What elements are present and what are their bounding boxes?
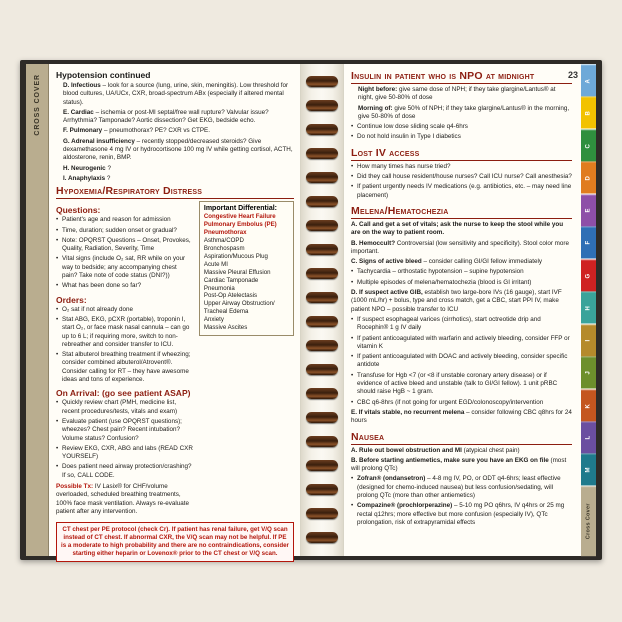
important-differential-box [199,201,294,336]
differential-item: Bronchospasm [203,244,245,252]
list-item: • Time, duration; sudden onset or gradual? [56,227,194,235]
list-item: • If patient urgently needs IV medications (e.g. antibiotics, etc. – may need line placement) [351,183,572,200]
list-item: • O₂ sat if not already done [56,306,194,314]
melena-text: establish two large-bore IVs (16 gauge), start IVF (1000 mL/hr) + bolus, type and cross match, get a CBC, start PPI IV, make patient NPO – possible transfer to ICU [351,289,562,313]
cause-item [56,138,294,163]
insulin-item [351,105,572,122]
index-tab-j[interactable]: J [581,356,596,388]
index-tab-c[interactable]: C [581,129,596,161]
binding-ring [306,196,338,207]
index-tab-strip[interactable] [581,64,596,556]
list-item: • Review EKG, CXR, ABG and labs (READ CXR YOURSELF) [56,445,194,462]
differential-item: Massive Pleural Effusion [203,268,271,276]
melena-label: B. Hemoccult? [351,239,396,247]
insulin-item [351,86,572,103]
index-tab-f[interactable]: F [581,226,596,258]
binding-ring [306,412,338,423]
list-item: • If patient anticoagulated with DOAC and actively bleeding, consider specific antidote [351,353,572,370]
differential-item: Acute MI [203,260,228,268]
binding-ring [306,220,338,231]
page-number: 23 [567,70,578,80]
differential-item: Pneumonia [203,284,235,292]
binding-ring [306,316,338,327]
cause-item [56,109,294,126]
differential-item: Tracheal Edema [203,308,249,316]
index-tab-e[interactable]: E [581,194,596,226]
melena-label: A. Call and get a set of vitals; ask the nurse to keep the stool while you are on the way to patient room. [351,220,564,237]
binding-ring [306,124,338,135]
binding-ring [306,508,338,519]
melena-text: – consider calling GI/GI fellow immediately [423,258,543,266]
index-tab-b[interactable]: B [581,96,596,128]
insulin-label: Night before: [358,86,398,93]
list-item: • Continue low dose sliding scale q4-6hrs [351,123,572,131]
insulin-text: give same dose of NPH; if they take glargine/Lantus® at night, give 50-80% of dose [358,86,556,102]
index-tab-i[interactable]: I [581,324,596,356]
possible-tx-label: Possible Tx: [56,482,94,490]
melena-item [351,289,572,314]
list-item: • Stat albuterol breathing treatment if wheezing; consider combined albuterol/Atrovent®. Consider calling for RT – they have awesome ideas and tons of experience. [56,351,194,384]
section-heading-nausea: Nausea [351,431,572,445]
differential-item: Congestive Heart Failure [203,213,276,221]
index-tab-h[interactable]: H [581,291,596,323]
on-arrival-heading: On Arrival: (go see patient ASAP) [56,388,191,399]
melena-label: C. Signs of active bleed [351,258,422,266]
list-item: • Did they call house resident/house nurses? Call ICU nurse? Call anesthesia? [351,173,572,181]
melena-item [351,409,572,426]
cause-item [56,127,294,135]
index-tab-g[interactable]: G [581,259,596,291]
section-heading-insulin: Insulin in patient who is NPO at midnight [351,70,572,84]
melena-label: E. If vitals stable, no recurrent melena [351,408,465,416]
nausea-item [351,457,572,474]
spiral-notebook [26,64,596,556]
cause-label: D. Infectious [63,82,101,89]
section-heading-melena: Melena/Hematochezia [351,205,572,219]
melena-item [351,240,572,257]
list-item: • Stat ABG, EKG, pCXR (portable), troponin I, start O₂, or face mask nasal cannula – can go up to 6 L; if requiring more, switch to non-rebreather and consider transfer to ICU. [56,316,194,349]
section-heading-hypoxemia: Hypoxemia/Respiratory Distress [56,185,294,199]
continued-heading: Hypotension continued [56,70,151,80]
list-item [351,475,572,500]
binding-ring [306,292,338,303]
list-item: • Does patient need airway protection/crashing? If so, CALL CODE. [56,463,194,480]
binding-ring [306,388,338,399]
cause-text: – ischemia or post-MI septal/free wall rupture? Valvular issue? Arrhythmia? Tamponade? Aortic dissection? Get EKG, bedside echo. [63,108,269,125]
list-item: • Quickly review chart (PMH, medicine list, recent procedures/tests, vitals and exam) [56,399,194,416]
melena-text: – consider following CBC q8hrs for 24 hours [351,408,572,425]
list-item [351,502,572,527]
insulin-label: Morning of: [358,104,393,112]
binding-ring [306,268,338,279]
binding-ring [306,460,338,471]
melena-text: Controversial (low sensitivity and specificity). Stool color more important. [351,239,570,255]
possible-tx [56,483,194,516]
cause-text: ? [107,164,111,172]
differential-item: Aspiration/Mucous Plug [203,252,268,260]
index-tab-k[interactable]: K [581,389,596,421]
list-item: • Note: OPQRST Questions – Onset, Provokes, Quality, Radiation, Severity, Time [56,237,194,254]
cause-text: – pneumothorax? PE? CXR vs CTPE. [103,127,210,135]
index-tab-cross-cover[interactable]: Cross Cover [581,486,596,556]
differential-item: Cardiac Tamponade [203,276,259,284]
binding-ring [306,340,338,351]
nausea-text: (most will prolong QTc) [351,456,567,473]
left-edge-tab [26,64,49,556]
index-tab-d[interactable]: D [581,161,596,193]
index-tab-m[interactable]: M [581,453,596,485]
list-item: • Transfuse for Hgb <7 (or <8 if unstable coronary artery disease) or if evidence of active bleed and unstable (talk to GI/GI fellow). 1 unit pRBC should raise HgB ~ 1 gram. [351,372,572,397]
ct-protocol-warning-box: CT chest per PE protocol (check Cr). If patient has renal failure, get V/Q scan instead of CT chest. If abnormal CXR, the V/Q scan may not be helpful. If PE is a moderate to high probability and there are no contraindications, consider starting either heparin or Lovenox® prior to the CT chest or V/Q scan. [56,522,294,562]
cause-text: – recently stopped/decreased steroids? Give dexamethasone 4 mg IV or hydrocortisone 100 mg IV while getting cortisol, ACTH, aldosterone, renin, BMP. [63,137,293,162]
binding-ring [306,172,338,183]
binding-ring [306,148,338,159]
nausea-label: B. Before starting antiemetics, make sure you have an EKG on file [351,456,549,464]
cause-label: H. Neurogenic [63,164,106,172]
important-differential-heading: Important Differential: [203,205,278,213]
differential-item: Pneumothorax [203,229,247,237]
list-item: • How many times has nurse tried? [351,163,572,171]
spiral-binding [300,64,344,556]
list-item: • What has been done so far? [56,282,194,290]
right-page [344,64,596,556]
cause-label: E. Cardiac [63,108,94,116]
binding-ring [306,532,338,543]
list-item: • Patient's age and reason for admission [56,216,194,224]
list-item: • CBC q6-8hrs (if not going for urgent EGD/colonoscopy/intervention [351,399,572,407]
nausea-label: A. Rule out bowel obstruction and MI [351,446,462,454]
list-item: • If suspect esophageal varices (cirrhotics), start octreotide drip and Rocephin® 1 g IV daily [351,316,572,333]
differential-item: Pulmonary Embolus (PE) [203,221,277,229]
section-heading-lost-iv: Lost IV access [351,147,572,161]
list-item: • Do not hold insulin in Type I diabetics [351,133,572,141]
list-item: • Evaluate patient (use OPQRST questions); wheezes? Chest pain? Recent intubation? Volume status? Confusion? [56,418,194,443]
binding-ring [306,76,338,87]
index-tab-a[interactable]: A [581,64,596,96]
melena-item [351,258,572,266]
drug-name: Compazine® (prochlorperazine) [357,502,453,510]
list-item: • Vital signs (include O₂ sat, RR while on your way to bedside; any accompanying chest pain? Take note of code status (DNI?)) [56,255,194,280]
differential-item: Anxiety [203,316,224,324]
index-tab-l[interactable]: L [581,421,596,453]
cause-label: G. Adrenal insufficiency [63,137,135,145]
binding-ring [306,436,338,447]
binding-ring [306,100,338,111]
binding-ring [306,244,338,255]
drug-text: – 5-10 mg PO q6hrs, IV q4hrs or 25 mg rectal q12hrs; more effective but more confusion (especially IV), QTc prolongation, risk of extrapyramidal effects [357,502,565,526]
drug-name: Zofran® (ondansetron) [357,475,426,483]
differential-item: Massive Ascites [203,324,248,332]
binding-ring [306,364,338,375]
cause-label: I. Anaphylaxis [63,174,106,182]
questions-heading: Questions: [56,205,101,216]
insulin-text: give 50% of NPH; if they take glargine/Lantus® in the morning, give 50-80% of dose [358,104,570,120]
binding-ring [306,484,338,495]
orders-heading: Orders: [56,294,87,305]
list-item: • Tachycardia – orthostatic hypotension – supine hypotension [351,268,572,276]
differential-item: Upper Airway Obstruction/ [203,300,275,308]
nausea-item [351,447,572,455]
list-item: • If patient anticoagulated with warfarin and actively bleeding, consider FFP or vitamin K [351,335,572,352]
left-edge-tab-label: CROSS COVER [33,74,41,136]
differential-item: Post-Op Atelectasis [203,292,258,300]
cause-text: ? [106,174,111,182]
list-item: • Multiple episodes of melena/hematochezia (blood is GI irritant) [351,279,572,287]
melena-label: D. If suspect active GIB, [351,289,423,297]
cause-item [56,165,294,173]
drug-text: – 4-8 mg IV, PO, or ODT q4-6hrs; least effective (designed for chemo-induced nausea) but less confusion/sedating, will prolong QTc (more than other antiemetics) [357,475,561,499]
possible-tx-text: IV Lasix® for CHF/volume overloaded, scheduled breathing treatments, 100% face mask ventilation. Always re-evaluate patient after any intervention. [56,482,190,515]
left-page [49,64,300,556]
nausea-text: (atypical chest pain) [463,446,520,454]
cause-label: F. Pulmonary [63,127,103,135]
cause-text: – look for a source (lung, urine, skin, meningitis). Low threshold for blood cultures, UA/UCx, CXR, broad-spectrum ABx (especially if altered mental status). [63,82,289,106]
differential-item: Asthma/COPD [203,237,244,245]
cause-item [56,175,294,183]
cause-item [56,82,294,107]
melena-item [351,221,572,238]
